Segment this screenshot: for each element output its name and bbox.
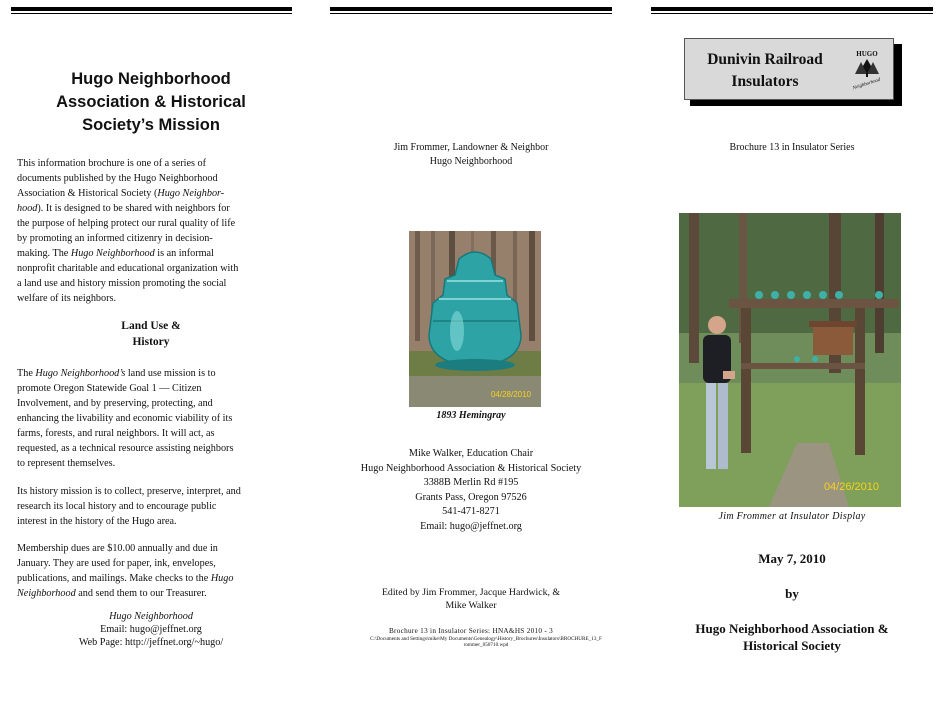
display-photo-date-stamp: 04/26/2010 bbox=[823, 481, 879, 493]
svg-text:HUGO: HUGO bbox=[856, 50, 878, 58]
insulator-photo bbox=[409, 231, 541, 407]
editors-credit: Edited by Jim Frommer, Jacque Hardwick, & Mike Walker bbox=[381, 587, 561, 611]
land-use-heading: Land Use & History bbox=[121, 320, 181, 348]
insulator-display-art bbox=[679, 213, 901, 507]
file-path-footer: C:\Documents and Settings\mike\My Documents\Genealogy\History_Brochures\Insulators\BROCHURE_13_Frommer_050710.wpd bbox=[370, 636, 602, 649]
top-rule-left bbox=[11, 7, 292, 11]
publisher-name: Hugo Neighborhood Association & Historical Society bbox=[695, 621, 889, 653]
publication-date: May 7, 2010 bbox=[758, 551, 826, 566]
history-paragraph: Its history mission is to collect, preserve, interpret, and research its local history and to encourage public interest in the history of the Hugo area. bbox=[17, 486, 241, 527]
top-rule-right bbox=[651, 7, 933, 11]
hugo-logo-icon bbox=[845, 47, 889, 91]
display-photo-caption: Jim Frommer at Insulator Display bbox=[718, 511, 866, 522]
web-page-text: Web Page: http://jeffnet.org/~hugo/ bbox=[78, 637, 224, 648]
top-rule-middle bbox=[330, 7, 612, 11]
org-name: Hugo Neighborhood bbox=[109, 611, 193, 622]
dues-paragraph: Membership dues are $10.00 annually and due in January. They are used for paper, ink, envelopes, publications, and mailings. Make checks to the Hugo Neighborhood and send them to our Treasurer. bbox=[17, 543, 234, 599]
landowner-credit: Jim Frommer, Landowner & Neighbor Hugo Neighborhood bbox=[393, 142, 549, 167]
education-contact: Mike Walker, Education Chair Hugo Neighborhood Association & Historical Society 3388B Merlin Rd #195 Grants Pass, Oregon 97526 541-471-8271 Email: hugo@jeffnet.org bbox=[360, 448, 582, 532]
insulator-caption: 1893 Hemingray bbox=[436, 410, 506, 421]
insulator-display-photo bbox=[679, 213, 901, 507]
title-box bbox=[684, 38, 894, 100]
email-text: Email: hugo@jeffnet.org bbox=[100, 624, 202, 635]
brochure-title: Dunivin Railroad Insulators bbox=[707, 51, 823, 90]
brochure-number: Brochure 13 in Insulator Series bbox=[729, 142, 855, 153]
svg-text:Neighborhood: Neighborhood bbox=[852, 77, 882, 91]
intro-paragraph: This information brochure is one of a series of documents published by the Hugo Neighborhood Association & Historical Society (Hugo Neighbor- hood). It is designed to be shared with neighbors for the purpose of helping protect our rural quality of life by promoting an informed citizenry in decision- making. The Hugo Neighborhood is an informal nonprofit charitable and educational organization with a land use and history mission promoting the social welfare of its neighbors. bbox=[17, 158, 239, 304]
photo-date-stamp: 04/28/2010 bbox=[490, 390, 531, 399]
insulator-photo-art bbox=[409, 231, 541, 407]
contact-block bbox=[17, 610, 285, 649]
land-use-paragraph: The Hugo Neighborhood’s land use mission is to promote Oregon Statewide Goal 1 — Citizen Involvement, and by preserving, protecting, and enhancing the livability and economic viability of its farms, forests, and rural neighbors. It will act, as requested, as a technical resource assisting neighbors to represent themselves. bbox=[17, 368, 234, 469]
by-label: by bbox=[785, 586, 799, 601]
series-footer: Brochure 13 in Insulator Series: HNA&HS 2010 - 3 bbox=[388, 627, 554, 635]
mission-title: Hugo Neighborhood Association & Historical Society’s Mission bbox=[56, 70, 246, 134]
